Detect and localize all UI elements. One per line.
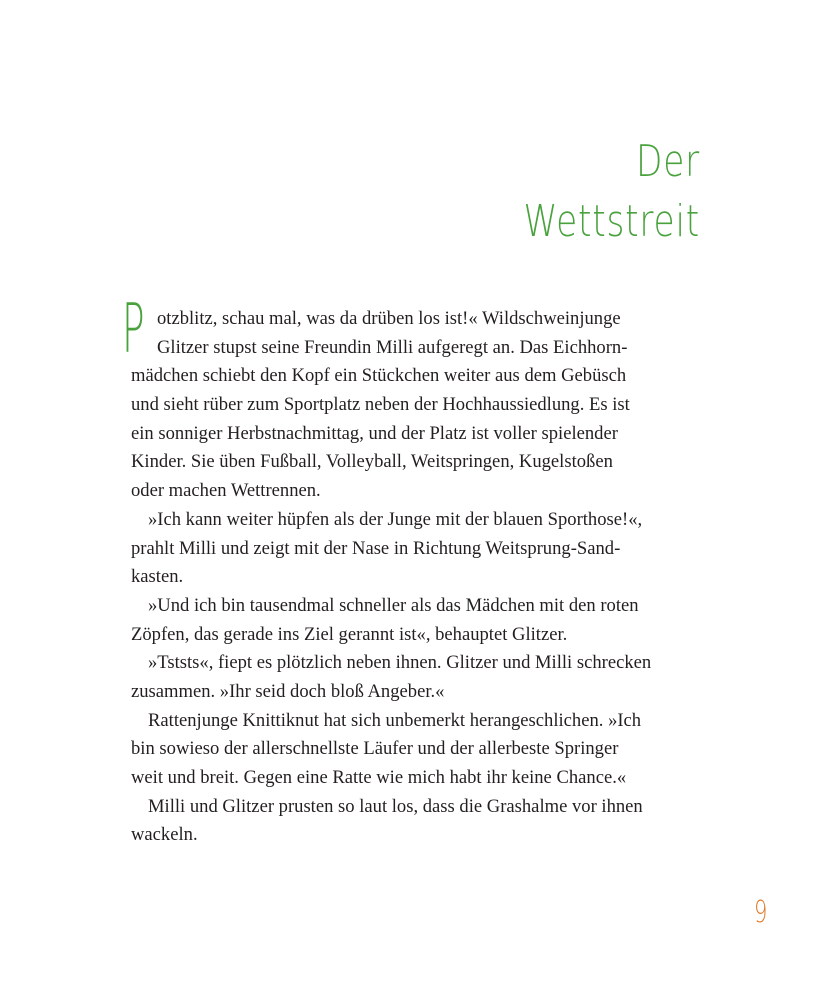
text-line: Zöpfen, das gerade ins Ziel gerannt ist«, behauptet Glitzer. — [131, 623, 568, 645]
drop-cap: P — [122, 290, 145, 369]
text-line: Glitzer stupst seine Freundin Milli aufgeregt an. Das Eichhorn- — [157, 336, 628, 358]
text-line: weit und breit. Gegen eine Ratte wie mich habt ihr keine Chance.« — [131, 767, 627, 788]
text-line: kasten. — [131, 566, 184, 588]
text-line: und sieht rüber zum Sportplatz neben der Hochhaussiedlung. Es ist — [131, 394, 630, 416]
text-line: »Und ich bin tausendmal schneller als das Mädchen mit den roten — [148, 594, 639, 616]
text-line: bin sowieso der allerschnellste Läufer und der allerbeste Springer — [131, 738, 619, 760]
page-number: 9 — [754, 895, 768, 930]
text-line: prahlt Milli und zeigt mit der Nase in Richtung Weitsprung-Sand- — [131, 537, 621, 559]
text-line: Kinder. Sie üben Fußball, Volleyball, Weitspringen, Kugelstoßen — [131, 451, 613, 473]
text-line: oder machen Wettrennen. — [131, 480, 321, 502]
text-line: Milli und Glitzer prusten so laut los, dass die Grashalme vor ihnen — [148, 795, 643, 817]
text-line: wackeln. — [131, 824, 198, 846]
text-line: zusammen. »Ihr seid doch bloß Angeber.« — [131, 680, 445, 702]
text-line: otzblitz, schau mal, was da drüben los ist!« Wildschweinjunge — [157, 308, 621, 329]
text-line: »Tststs«, fiept es plötzlich neben ihnen. Glitzer und Milli schrecken — [148, 652, 652, 674]
text-line: »Ich kann weiter hüpfen als der Junge mit der blauen Sporthose!«, — [148, 508, 643, 530]
text-line: ein sonniger Herbstnachmittag, und der Platz ist voller spielender — [131, 422, 618, 444]
chapter-body — [131, 305, 701, 850]
chapter-title: Der Wettstreit — [523, 136, 700, 247]
text-line: Rattenjunge Knittiknut hat sich unbemerkt herangeschlichen. »Ich — [148, 709, 642, 731]
text-line: mädchen schiebt den Kopf ein Stückchen weiter aus dem Gebüsch — [131, 365, 627, 387]
